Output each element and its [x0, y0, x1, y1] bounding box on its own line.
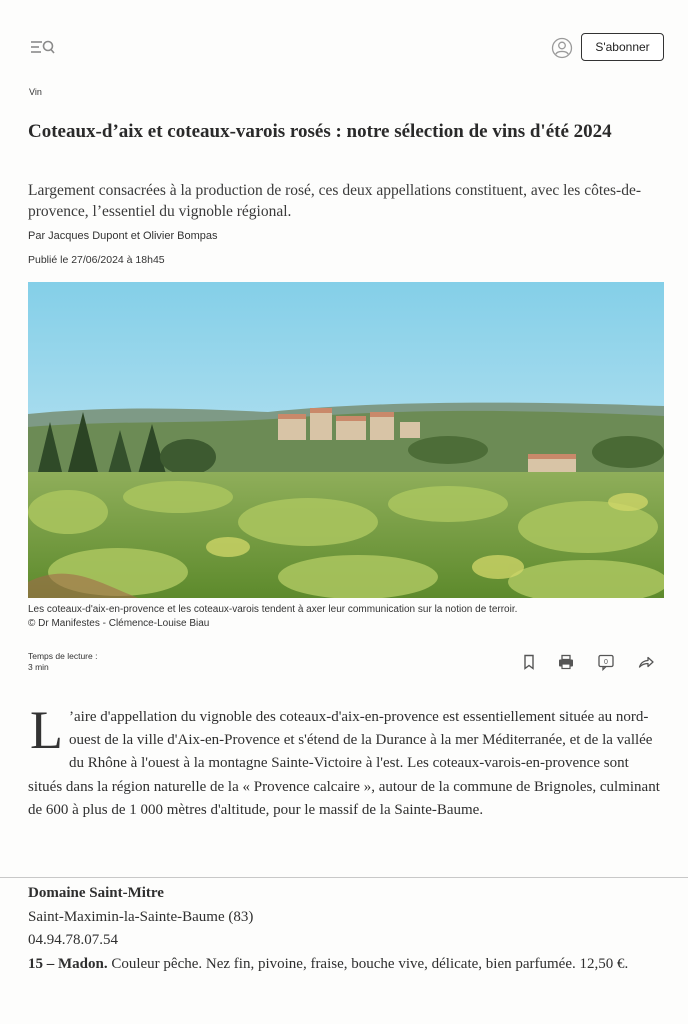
user-icon[interactable] [551, 37, 573, 59]
comment-icon[interactable] [597, 653, 615, 671]
share-icon[interactable] [637, 653, 655, 671]
wine-name: Madon. [58, 955, 108, 972]
menu-search-icon[interactable] [30, 38, 56, 58]
reading-time [28, 651, 97, 673]
photo-credit: © Dr Manifestes - Clémence-Louise Biau [28, 618, 210, 629]
domain-name: Domaine Saint-Mitre [28, 885, 164, 901]
wine-entry [28, 953, 668, 977]
article-body-text: ’aire d'appellation du vignoble des coteaux-d'aix-en-provence est essentiellement située au nord-ouest de la ville d'Aix-en-Provence et s'étend de la Durance à la mer Méditerranée, et de la vallée du Rhône à l'ouest à la montagne Sainte-Victoire à l'est. Les coteaux-varois-en-provence sont situés dans la région naturelle de la « Provence calcaire », autour de la commune de Brignoles, culminant de 600 à plus de 1 000 mètres d'altitude, pour le massif de la Sainte-Baume. [28, 709, 660, 818]
article-body [28, 700, 662, 822]
wine-description: Couleur pêche. Nez fin, pivoine, fraise, bouche vive, délicate, bien parfumée. 12,50 €. [107, 955, 629, 972]
reading-time-label: Temps de lecture : [28, 651, 98, 661]
print-icon[interactable] [557, 653, 575, 671]
article-title: Coteaux-d’aix et coteaux-varois rosés : notre sélection de vins d'été 2024 [28, 121, 612, 142]
svg-text:0: 0 [604, 659, 608, 666]
divider [0, 877, 688, 878]
top-bar [0, 0, 688, 80]
domain-location: Saint-Maximin-la-Sainte-Baume (83) [28, 908, 254, 925]
publication-date: Publié le 27/06/2024 à 18h45 [28, 254, 165, 266]
article-photo [28, 282, 664, 598]
section-label[interactable]: Vin [29, 87, 42, 97]
byline: Par Jacques Dupont et Olivier Bompas [28, 230, 218, 242]
drop-cap: L [30, 700, 63, 760]
reading-time-value: 3 min [28, 662, 49, 672]
photo-caption [28, 603, 668, 631]
article-lede: Largement consacrées à la production de rosé, ces deux appellations constituent, avec les côtes-de-provence, l’essentiel du vignoble régional. [28, 182, 642, 220]
caption-text: Les coteaux-d'aix-en-provence et les coteaux-varois tendent à axer leur communication sur la notion de terroir. [28, 604, 518, 615]
wine-number: 15 – [28, 955, 58, 972]
wine-listing [28, 882, 668, 976]
domain-phone: 04.94.78.07.54 [28, 932, 118, 948]
subscribe-button[interactable]: S'abonner [581, 33, 664, 61]
bookmark-icon[interactable] [520, 653, 538, 671]
